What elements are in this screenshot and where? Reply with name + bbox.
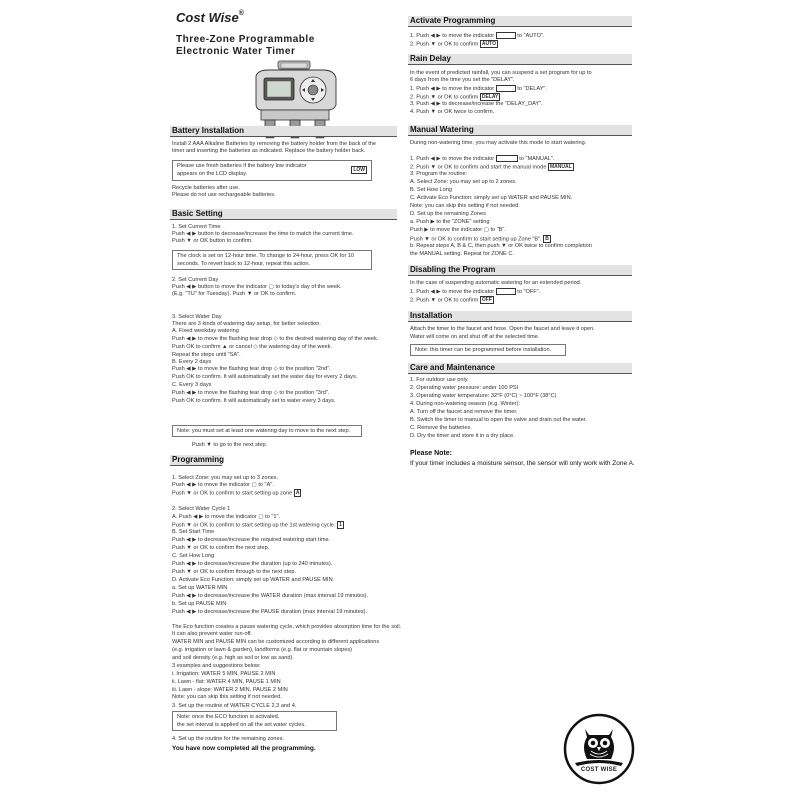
prog-line: Push ◀ ▶ to decrease/increase the duration (up to 240 minutes). [172, 561, 333, 567]
care-line: A. Turn off the faucet and remove the timer. [410, 409, 518, 415]
off-indicator: OFF [481, 297, 492, 303]
rain-heading: Rain Delay [408, 54, 632, 65]
care-line: 3. Operating water temperature: 32°F (0°C) ~ 100°F (38°C) [410, 393, 557, 399]
manual-line: Push ▼ or OK to confirm to start setting up Zone "B". B [410, 236, 549, 243]
battery-line-2: timer and inserting the batteries as indicated. Replace the battery holder back. [172, 148, 366, 154]
programming-done: You have now completed all the programming. [172, 745, 316, 752]
manual-line: b. Repeat steps A, B & C, then push ▼ or OK twice to confirm completion [410, 243, 592, 249]
basic-line: Push OK to confirm. It will automatically set the water day for every 2 days. [172, 374, 358, 380]
rain-line-1: 1. Push ◀ ▶ to move the indicator to "DELAY". [410, 85, 547, 92]
manual-indicator: MANUAL [550, 164, 572, 170]
care-line: B. Switch the timer to manual to open the valve and drain out the water. [410, 417, 587, 423]
zone-a-indicator: A [295, 490, 300, 496]
delay-indicator: DELAY [481, 94, 499, 100]
manual-line: Push ▶ to move the indicator ▢ to "B". [410, 227, 506, 233]
installation-note: Note: this timer can be programmed before installation. [410, 344, 566, 356]
prog-line: a. Set up WATER MIN [172, 585, 228, 591]
auto-indicator: AUTO [481, 41, 496, 47]
prog-line: Push ▼ or OK to confirm to start setting up zone A [172, 490, 300, 497]
rain-intro-1: In the event of predicted rainfall, you can suspend a set program for up to [410, 70, 592, 76]
manual-line: C. Activate Eco Function: simply set up WATER and PAUSE MIN. [410, 195, 573, 201]
basic-line: Push OK to confirm. It will automatically set to water every 3 days. [172, 398, 336, 404]
battery-heading: Battery Installation [170, 126, 397, 137]
disable-line-1: 1. Push ◀ ▶ to move the indicator to "OFF". [410, 288, 541, 295]
manual-line: D. Set up the remaining Zones [410, 211, 486, 217]
manual-line: B. Set How Long [410, 187, 452, 193]
prog-line: C. Set How Long [172, 553, 215, 559]
basic-line: Push ◀ ▶ to move the flashing tear drop ◇ to the position "3rd". [172, 390, 330, 396]
brand-name: Cost Wise® [176, 10, 244, 25]
activate-heading: Activate Programming [408, 16, 632, 27]
activate-line-2: 2. Push ▼ or OK to confirm AUTO [410, 41, 496, 48]
indicator-box [496, 155, 518, 162]
prog-step-3: 3. Set up the routine of WATER CYCLE 2,3 and 4. [172, 703, 297, 709]
eco-line: It can also prevent water run-off. [172, 631, 253, 637]
prog-line: 1. Select Zone: you may set up to 3 zones. [172, 475, 279, 481]
rain-line-3: 3. Push ◀ ▶ to decrease/increase the "DELAY_DAY". [410, 101, 543, 107]
care-line: D. Dry the timer and store it in a dry place. [410, 433, 515, 439]
manual-intro: During non-watering time, you may activate this mode to start watering. [410, 140, 587, 146]
prog-line: Push ◀ ▶ to decrease/increase the WATER duration (max interval 19 minutes). [172, 593, 369, 599]
eco-note: Note: once the ECO function is activated, the set interval is applied on all the set water cycles. [172, 711, 337, 731]
manual-heading: Manual Watering [408, 125, 632, 136]
logo-text: COST WISE [580, 767, 618, 773]
eco-line: (e.g. irrigation or lawn & garden), landforms (e.g. flat or mountain slopes) [172, 647, 353, 653]
eco-line: 3 examples and suggestions below: [172, 663, 261, 669]
prog-line: 2. Select Water Cycle 1 [172, 506, 231, 512]
manual-line-1: 1. Push ◀ ▶ to move the indicator to "MANUAL". [410, 155, 555, 162]
battery-note: Please use fresh batteries if the battery low indicator appears on the LCD display. LOW [172, 160, 372, 181]
manual-line: A. Select Zone: you may set up to 2 zones. [410, 179, 517, 185]
eco-line: Note: you can skip this setting if not needed. [172, 694, 282, 700]
activate-line-1: 1. Push ◀ ▶ to move the indicator to "AUTO". [410, 32, 545, 39]
prog-line: Push ◀ ▶ to decrease/increase the required watering start time. [172, 537, 331, 543]
eco-line: The Eco function creates a pause watering cycle, which provides absorption time for the soil. [172, 624, 402, 630]
basic-line: Push ◀ ▶ button to decrease/increase the time to match the current time. [172, 231, 354, 237]
manual-line: Note: you can skip this setting if not needed. [410, 203, 520, 209]
low-battery-icon: LOW [353, 167, 365, 173]
care-line: 1. For outdoor use only. [410, 377, 469, 383]
prog-line: b. Set up PAUSE MIN [172, 601, 227, 607]
basic-line: A. Fixed weekday watering [172, 328, 239, 334]
eco-line: iii. Lawn - slope: WATER 2 MIN, PAUSE 2 MIN [172, 687, 288, 693]
disable-heading: Disabling the Program [408, 265, 632, 276]
prog-step-4: 4. Set up the routine for the remaining zones. [172, 736, 284, 742]
basic-line: Push ▼ or OK button to confirm. [172, 238, 253, 244]
basic-line: C. Every 3 days [172, 382, 212, 388]
installation-line-1: Attach the timer to the faucet and hose. Open the faucet and leave it open. [410, 326, 595, 332]
prog-line: Push ▼ or OK to confirm the next step. [172, 545, 270, 551]
basic-line: B. Every 2 days [172, 359, 212, 365]
please-note-text: If your timer includes a moisture sensor, the sensor will only work with Zone A. [410, 460, 635, 467]
next-step-text: Push ▼ to go to the next step. [192, 442, 268, 448]
rain-line-2: 2. Push ▼ or OK to confirm DELAY [410, 94, 499, 101]
zone-b-indicator: B [545, 236, 549, 242]
eco-line: i. Irrigation: WATER 5 MIN, PAUSE 2 MIN [172, 671, 276, 677]
basic-line: Repeat the steps until "SA". [172, 352, 241, 358]
prog-line: Push ▼ or OK to confirm through to the next step. [172, 569, 296, 575]
manual-line: the MANUAL setting. Repeat for ZONE C. [410, 251, 514, 257]
eco-line: and soil density (e.g. high as soil or low as sand). [172, 655, 294, 661]
prog-line: B. Set Start Time [172, 529, 215, 535]
basic-line: 3. Select Water Day [172, 314, 222, 320]
eco-line: ii. Lawn - flat: WATER 4 MIN, PAUSE 1 MIN [172, 679, 281, 685]
rain-line-4: 4. Push ▼ or OK twice to confirm. [410, 109, 495, 115]
eco-line: WATER MIN and PAUSE MIN can be customized according to different applications [172, 639, 380, 645]
care-line: C. Remove the batteries. [410, 425, 472, 431]
prog-line: Push ▼ or OK to confirm to start setting up the 1st watering cycle. 1 [172, 522, 342, 529]
water-day-note: Note: you must set at least one watering day to move to the next step. [172, 425, 362, 437]
basic-line: 1. Set Current Time [172, 224, 221, 230]
care-line: 4. During non-watering season (e.g. Winter): [410, 401, 521, 407]
please-note-heading: Please Note: [410, 450, 453, 457]
prog-line: Push ◀ ▶ to move the indicator ▢ to "A". [172, 482, 274, 488]
prog-line: Push ◀ ▶ to decrease/increase the PAUSE duration (max interval 19 minutes). [172, 609, 368, 615]
care-heading: Care and Maintenance [408, 363, 632, 374]
prog-line: D. Activate Eco Function: simply set up WATER and PAUSE MIN. [172, 577, 335, 583]
basic-heading: Basic Setting [170, 209, 397, 220]
manual-line: 3. Program the routine: [410, 171, 468, 177]
indicator-box [496, 85, 516, 92]
basic-line: Push ◀ ▶ button to move the indicator ▢ to today's day of the week. [172, 284, 342, 290]
basic-line: Push OK to confirm ▲ or cancel ◇ the watering day of the week. [172, 344, 333, 350]
owl-logo-icon [563, 713, 635, 785]
clock-note: The clock is set on 12-hour time. To change to 24-hour, press OK for 10 seconds. To revert back to 12-hour, repeat this action. [172, 250, 372, 270]
care-line: 2. Operating water pressure: under 100 PSI [410, 385, 519, 391]
rain-intro-2: 6 days from the time you set the "DELAY". [410, 77, 515, 83]
battery-after-2: Please do not use rechargeable batteries. [172, 192, 276, 198]
installation-heading: Installation [408, 311, 632, 322]
installation-line-2: Water will come on and shut off at the selected time. [410, 334, 540, 340]
basic-line: 2. Set Current Day [172, 277, 219, 283]
disable-line-2: 2. Push ▼ or OK to confirm OFF [410, 297, 492, 304]
manual-line-2: 2. Push ▼ or OK to confirm and start the manual mode MANUAL [410, 164, 572, 171]
indicator-box [496, 288, 516, 295]
battery-after-1: Recycle batteries after use. [172, 185, 240, 191]
basic-line: There are 3 kinds of watering day setup, for better selection. [172, 321, 321, 327]
manual-line: a. Push ▶ to the "ZONE" setting [410, 219, 490, 225]
basic-line: Push ◀ ▶ to move the flashing tear drop ◇ to the desired watering day of the week. [172, 336, 379, 342]
prog-line: A. Push ◀ ▶ to move the indicator ▢ to "1". [172, 514, 281, 520]
page-title: Three-Zone Programmable Electronic Water Timer [176, 34, 315, 57]
cycle-1-indicator: 1 [339, 522, 342, 528]
battery-line-1: Install 2 AAA Alkaline Batteries by removing the battery holder from the back of the [172, 141, 376, 147]
basic-line: Push ◀ ▶ to move the flashing tear drop ◇ to the position "2nd". [172, 366, 331, 372]
disable-intro: In the case of suspending automatic watering for an extended period. [410, 280, 582, 286]
indicator-box [496, 32, 516, 39]
programming-heading: Programming [172, 455, 225, 464]
basic-line: (E.g. "TU" for Tuesday). Push ▼ or OK to confirm. [172, 291, 297, 297]
